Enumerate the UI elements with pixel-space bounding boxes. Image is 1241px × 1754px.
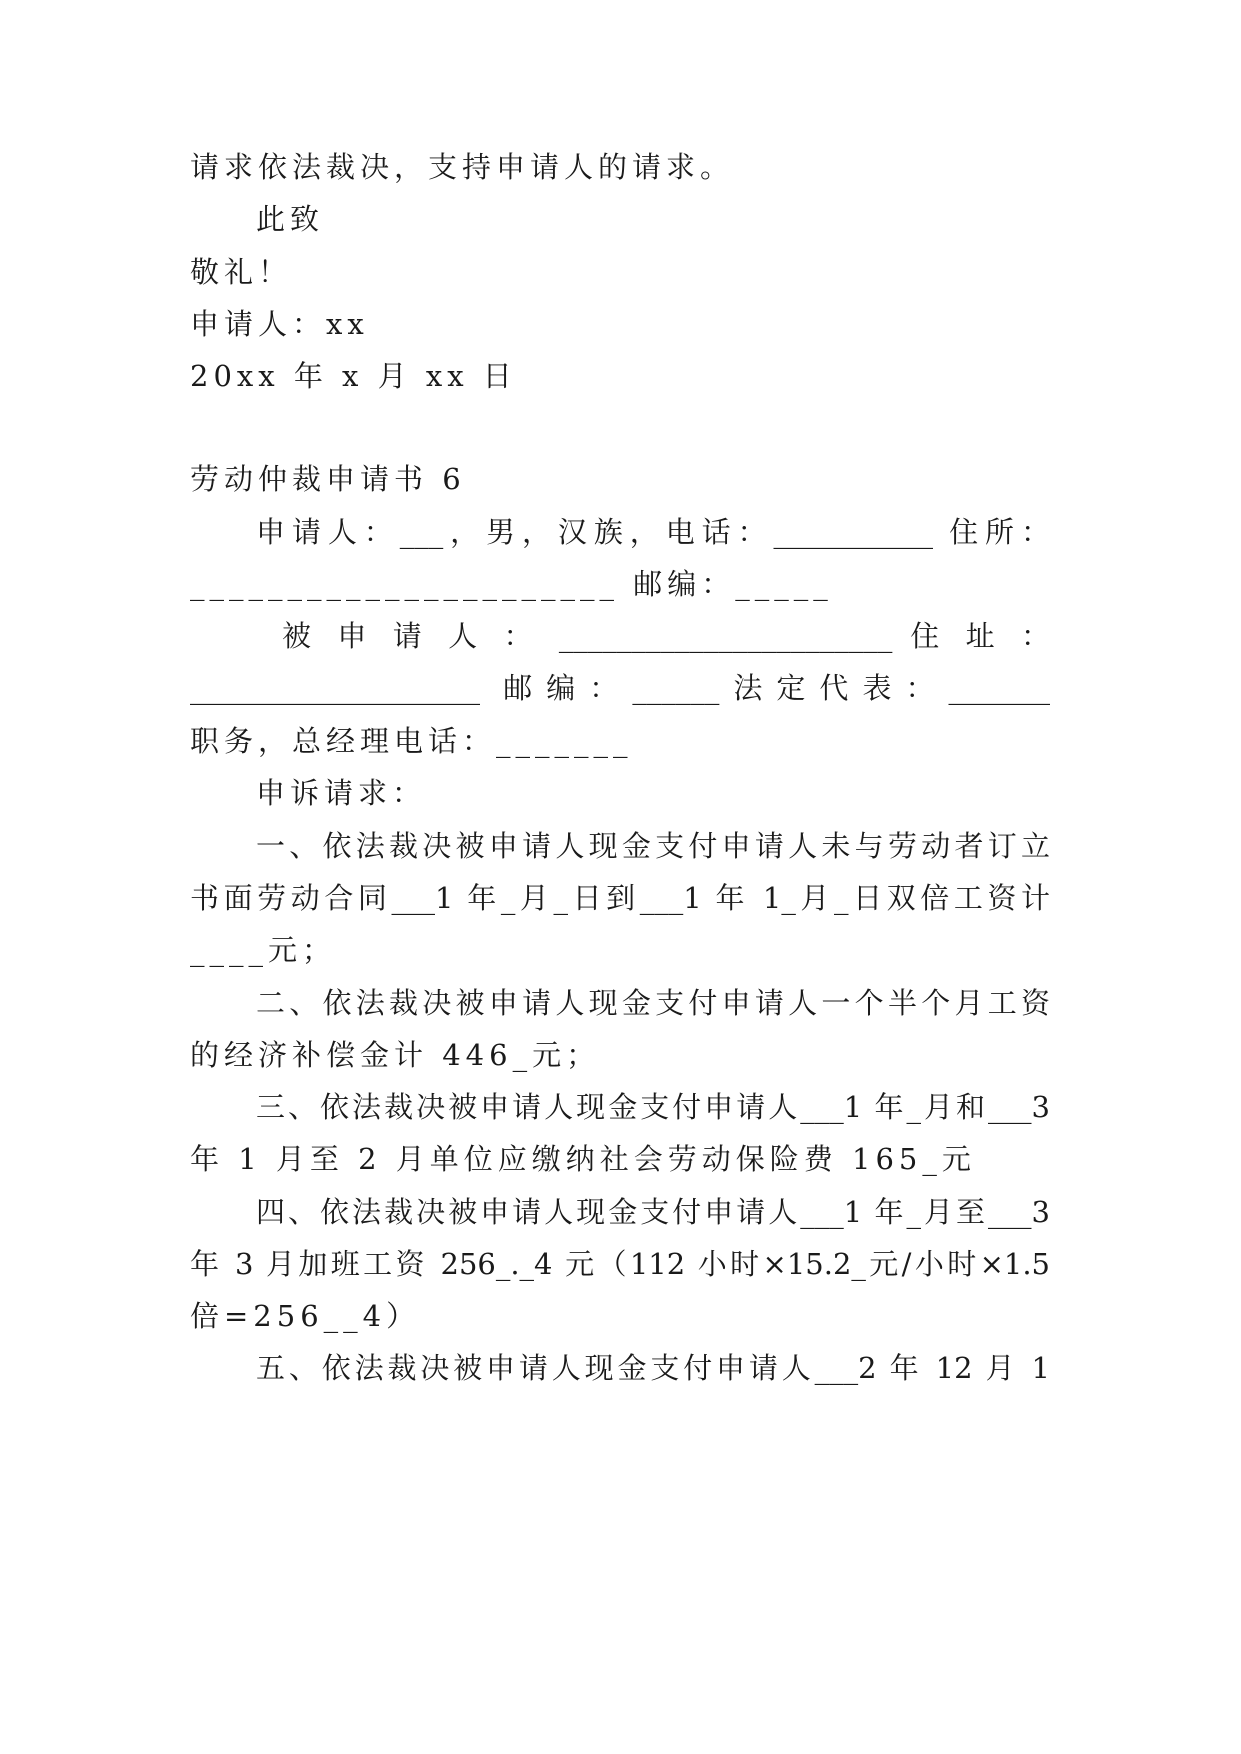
salutation-line: 此致 (256, 202, 325, 236)
claim-2-line-1: 二、依法裁决被申请人现金支付申请人一个半个月工资 (256, 986, 1050, 1020)
applicant-info-line-2: ______________________ 邮编：_____ (190, 567, 833, 601)
claims-heading: 申诉请求： (256, 776, 427, 810)
section-title: 劳动仲裁申请书 6 (190, 462, 466, 496)
claim-4-line-2: 年 3 月加班工资 256_._4 元（112 小时×15.2_元/小时×1.5 (190, 1247, 1050, 1281)
claim-1-line-2: 书面劳动合同___1 年_月_日到___1 年 1_月_日双倍工资计 (190, 881, 1050, 915)
claim-5-line-1: 五、依法裁决被申请人现金支付申请人___2 年 12 月 1 (256, 1351, 1050, 1385)
signature-date-line: 20xx 年 x 月 xx 日 (190, 359, 517, 393)
claim-1-line-1: 一、依法裁决被申请人现金支付申请人未与劳动者订立 (256, 829, 1050, 863)
respect-line: 敬礼！ (190, 255, 293, 289)
signature-applicant-line: 申请人：xx (190, 307, 369, 341)
claim-4-line-1: 四、依法裁决被申请人现金支付申请人___1 年_月至___3 (256, 1195, 1050, 1229)
respondent-info-line-1: 被 申 请 人 ： _______________________ 住 址 ： (282, 619, 1050, 653)
closing-request-line: 请求依法裁决，支持申请人的请求。 (190, 150, 735, 184)
claim-4-line-3: 倍=256__4） (190, 1299, 421, 1333)
claim-3-line-1: 三、依法裁决被申请人现金支付申请人___1 年_月和___3 (256, 1090, 1050, 1124)
applicant-info-line-1: 申请人：___，男，汉族，电话：___________ 住所： (256, 515, 1050, 549)
claim-3-line-2: 年 1 月至 2 月单位应缴纳社会劳动保险费 165_元 (190, 1142, 976, 1176)
claim-2-line-2: 的经济补偿金计 446_元； (190, 1038, 601, 1072)
respondent-info-line-2: ____________________ 邮编：______法定代表：_______ (190, 671, 1050, 705)
respondent-info-line-3: 职务，总经理电话：_______ (190, 724, 633, 758)
claim-1-line-3: ____元； (190, 933, 337, 967)
